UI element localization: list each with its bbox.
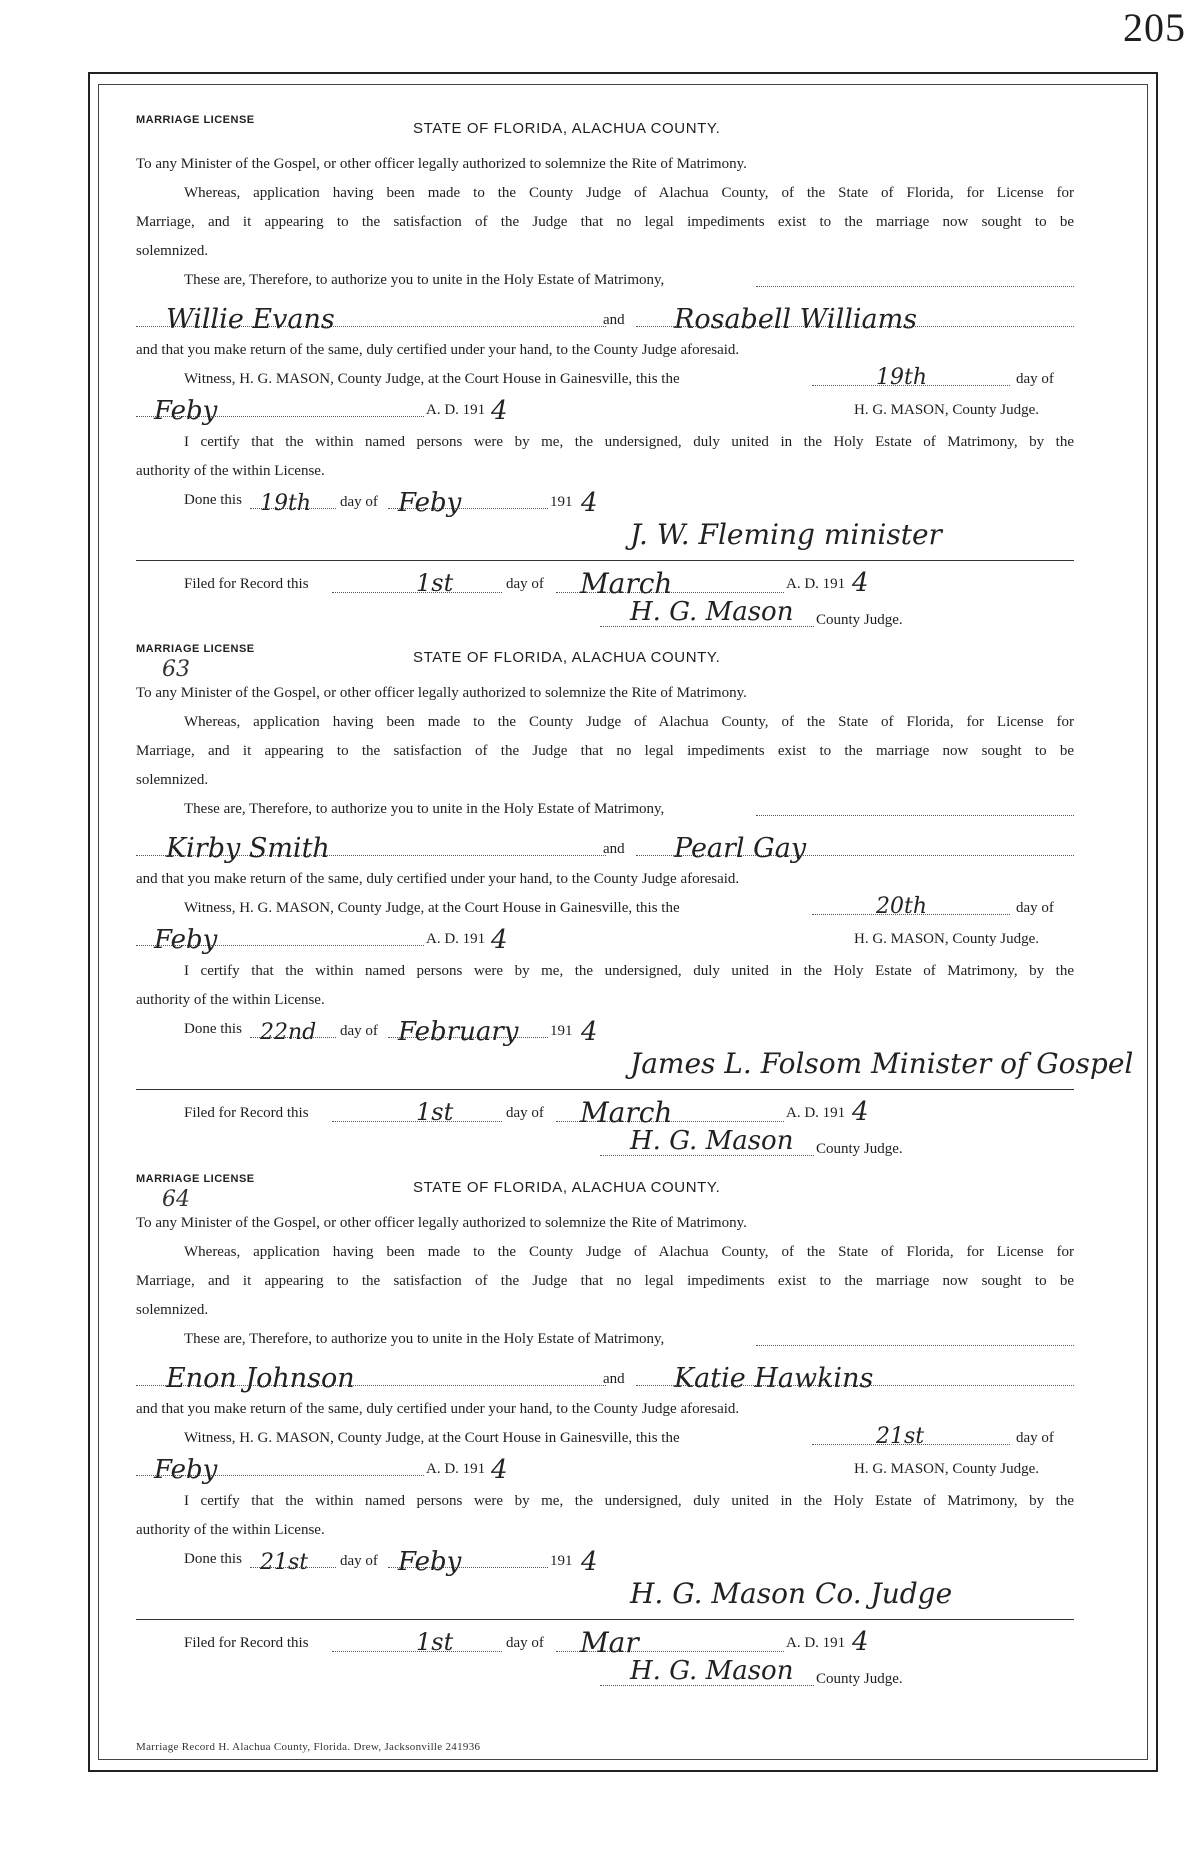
filed-year: 4	[852, 1097, 869, 1127]
authorize-dotline	[756, 815, 1074, 816]
done-line	[136, 486, 1074, 520]
officiant-signature: H. G. Mason Co. Judge	[630, 1577, 953, 1610]
officiant-line	[136, 1047, 1134, 1093]
witness-line	[136, 1424, 1074, 1453]
whereas-line-3: solemnized.	[136, 772, 209, 788]
bride-name: Pearl Gay	[674, 833, 807, 864]
groom-name: Kirby Smith	[166, 833, 330, 864]
done-day-of: day of	[340, 1023, 378, 1039]
to-minister-line: To any Minister of the Gospel, or other officer legally authorized to solemnize the Rite of Matrimony.	[136, 1215, 747, 1231]
filed-month: Mar	[580, 1626, 639, 1659]
done-year-prefix: 191	[550, 1553, 573, 1569]
whereas-line-1: Whereas, application having been made to the County Judge of Alachua County, of the State of Florida, for License for	[184, 1244, 1074, 1260]
whereas-line-3: solemnized.	[136, 1302, 209, 1318]
witness-ad: A. D. 191	[426, 402, 486, 418]
and-text: and	[603, 1371, 625, 1387]
marriage-license-3	[136, 1173, 1074, 1695]
officiant-signature: James L. Folsom Minister of Gospel	[630, 1047, 1134, 1080]
whereas-line-2: Marriage, and it appearing to the satisfaction of the Judge that no legal impediments exist to the marriage now sought to be	[136, 1273, 1074, 1289]
officiant-line	[136, 1579, 1074, 1623]
witness-ad: A. D. 191	[426, 1461, 486, 1477]
to-minister-line: To any Minister of the Gospel, or other officer legally authorized to solemnize the Rite of Matrimony.	[136, 156, 747, 172]
done-year: 4	[581, 488, 598, 518]
license-header	[136, 1173, 1074, 1212]
license-header	[136, 114, 1074, 150]
done-line	[136, 1015, 1074, 1049]
return-line: and that you make return of the same, duly certified under your hand, to the County Judge aforesaid.	[136, 342, 740, 358]
county-judge-label: County Judge.	[816, 1671, 903, 1687]
filed-day-of: day of	[506, 576, 544, 592]
filed-signature: H. G. Mason	[630, 1126, 794, 1156]
witness-text: Witness, H. G. MASON, County Judge, at the Court House in Gainesville, this the	[184, 1430, 680, 1446]
filed-text: Filed for Record this	[184, 1635, 309, 1651]
authorize-dotline	[756, 286, 1074, 287]
certify-line-1: I certify that the within named persons were by me, the undersigned, duly united in the Holy Estate of Matrimony, by the	[184, 963, 1074, 979]
whereas-line-3: solemnized.	[136, 243, 209, 259]
done-day: 19th	[260, 491, 312, 516]
authorize-text: These are, Therefore, to authorize you to unite in the Holy Estate of Matrimony,	[184, 1331, 665, 1347]
names-line	[136, 1355, 1074, 1395]
witness-line	[136, 894, 1074, 923]
filed-day: 1st	[416, 1628, 454, 1656]
filed-line	[136, 564, 1074, 600]
certify-line-1: I certify that the within named persons were by me, the undersigned, duly united in the Holy Estate of Matrimony, by the	[184, 434, 1074, 450]
filed-month: March	[580, 567, 673, 600]
state-heading: STATE OF FLORIDA, ALACHUA COUNTY.	[413, 120, 721, 137]
witness-year: 4	[491, 396, 508, 426]
witness-day-of: day of	[1016, 371, 1054, 387]
witness-year: 4	[491, 1455, 508, 1485]
names-line	[136, 825, 1074, 865]
filed-year: 4	[852, 1627, 869, 1657]
whereas-line-2: Marriage, and it appearing to the satisfaction of the Judge that no legal impediments exist to the marriage now sought to be	[136, 214, 1074, 230]
marriage-license-1	[136, 114, 1074, 636]
filed-ad: A. D. 191	[786, 576, 846, 592]
filed-text: Filed for Record this	[184, 576, 309, 592]
witness-month: Feby	[154, 396, 218, 426]
marriage-license-2	[136, 643, 1134, 1165]
witness-day-of: day of	[1016, 1430, 1054, 1446]
done-month: February	[398, 1017, 519, 1047]
witness-year: 4	[491, 925, 508, 955]
filed-line	[136, 1623, 1074, 1659]
to-minister-line: To any Minister of the Gospel, or other officer legally authorized to solemnize the Rite of Matrimony.	[136, 685, 747, 701]
witness-ad: A. D. 191	[426, 931, 486, 947]
witness-text: Witness, H. G. MASON, County Judge, at the Court House in Gainesville, this the	[184, 900, 680, 916]
license-number: 63	[162, 657, 190, 682]
filed-signature-line	[136, 1126, 1074, 1165]
printer-footer: Marriage Record H. Alachua County, Florida. Drew, Jacksonville 241936	[136, 1741, 481, 1753]
judge-signature-print: H. G. MASON, County Judge.	[854, 402, 1040, 418]
filed-day-of: day of	[506, 1635, 544, 1651]
license-label: MARRIAGE LICENSE	[136, 1173, 255, 1185]
authorize-line	[136, 795, 1074, 825]
license-label: MARRIAGE LICENSE	[136, 114, 255, 126]
filed-text: Filed for Record this	[184, 1105, 309, 1121]
done-month: Feby	[398, 1547, 462, 1577]
filed-day: 1st	[416, 1098, 454, 1126]
done-line	[136, 1545, 1074, 1579]
filed-day: 1st	[416, 569, 454, 597]
done-day: 21st	[260, 1550, 309, 1575]
and-text: and	[603, 312, 625, 328]
done-year-prefix: 191	[550, 1023, 573, 1039]
witness-month: Feby	[154, 925, 218, 955]
witness-month: Feby	[154, 1455, 218, 1485]
done-month: Feby	[398, 488, 462, 518]
witness-day-of: day of	[1016, 900, 1054, 916]
bride-name: Katie Hawkins	[674, 1363, 874, 1394]
filed-line	[136, 1093, 1074, 1129]
witness-month-line	[136, 1453, 1074, 1487]
filed-signature: H. G. Mason	[630, 1656, 794, 1686]
authorize-text: These are, Therefore, to authorize you to unite in the Holy Estate of Matrimony,	[184, 801, 665, 817]
done-year: 4	[581, 1547, 598, 1577]
groom-name: Willie Evans	[166, 304, 335, 335]
certify-line-2: authority of the within License.	[136, 1522, 325, 1538]
witness-line	[136, 365, 1074, 394]
witness-day: 19th	[876, 365, 928, 390]
done-year-prefix: 191	[550, 494, 573, 510]
certify-line-2: authority of the within License.	[136, 992, 325, 1008]
done-day-of: day of	[340, 1553, 378, 1569]
certify-line-1: I certify that the within named persons were by me, the undersigned, duly united in the Holy Estate of Matrimony, by the	[184, 1493, 1074, 1509]
page-number: 205	[1123, 5, 1186, 50]
done-day: 22nd	[260, 1020, 317, 1045]
authorize-line	[136, 1325, 1074, 1355]
filed-day-of: day of	[506, 1105, 544, 1121]
county-judge-label: County Judge.	[816, 612, 903, 628]
return-line: and that you make return of the same, duly certified under your hand, to the County Judge aforesaid.	[136, 871, 740, 887]
filed-signature: H. G. Mason	[630, 597, 794, 627]
done-text: Done this	[184, 1551, 242, 1567]
license-number: 64	[162, 1187, 190, 1212]
witness-month-line	[136, 923, 1074, 957]
judge-signature-print: H. G. MASON, County Judge.	[854, 931, 1040, 947]
county-judge-label: County Judge.	[816, 1141, 903, 1157]
return-line: and that you make return of the same, duly certified under your hand, to the County Judge aforesaid.	[136, 1401, 740, 1417]
filed-signature-line	[136, 597, 1074, 636]
whereas-line-1: Whereas, application having been made to the County Judge of Alachua County, of the State of Florida, for License for	[184, 185, 1074, 201]
witness-day: 20th	[876, 894, 928, 919]
and-text: and	[603, 841, 625, 857]
judge-signature-print: H. G. MASON, County Judge.	[854, 1461, 1040, 1477]
officiant-line	[136, 520, 1074, 564]
done-year: 4	[581, 1017, 598, 1047]
filed-ad: A. D. 191	[786, 1105, 846, 1121]
witness-day: 21st	[876, 1424, 925, 1449]
filed-month: March	[580, 1096, 673, 1129]
done-day-of: day of	[340, 494, 378, 510]
witness-text: Witness, H. G. MASON, County Judge, at the Court House in Gainesville, this the	[184, 371, 680, 387]
officiant-rule	[136, 1089, 1074, 1090]
state-heading: STATE OF FLORIDA, ALACHUA COUNTY.	[413, 1179, 721, 1196]
filed-signature-line	[136, 1656, 1074, 1695]
officiant-rule	[136, 1619, 1074, 1620]
officiant-rule	[136, 560, 1074, 561]
names-line	[136, 296, 1074, 336]
whereas-line-2: Marriage, and it appearing to the satisfaction of the Judge that no legal impediments exist to the marriage now sought to be	[136, 743, 1074, 759]
filed-ad: A. D. 191	[786, 1635, 846, 1651]
filed-year: 4	[852, 568, 869, 598]
certify-line-2: authority of the within License.	[136, 463, 325, 479]
authorize-dotline	[756, 1345, 1074, 1346]
done-text: Done this	[184, 492, 242, 508]
license-label: MARRIAGE LICENSE	[136, 643, 255, 655]
bride-name: Rosabell Williams	[674, 304, 918, 335]
officiant-signature: J. W. Fleming minister	[630, 518, 942, 551]
authorize-line	[136, 266, 1074, 296]
done-text: Done this	[184, 1021, 242, 1037]
whereas-line-1: Whereas, application having been made to the County Judge of Alachua County, of the State of Florida, for License for	[184, 714, 1074, 730]
state-heading: STATE OF FLORIDA, ALACHUA COUNTY.	[413, 649, 721, 666]
groom-name: Enon Johnson	[166, 1363, 355, 1394]
witness-month-line	[136, 394, 1074, 428]
license-header	[136, 643, 1074, 682]
authorize-text: These are, Therefore, to authorize you to unite in the Holy Estate of Matrimony,	[184, 272, 665, 288]
